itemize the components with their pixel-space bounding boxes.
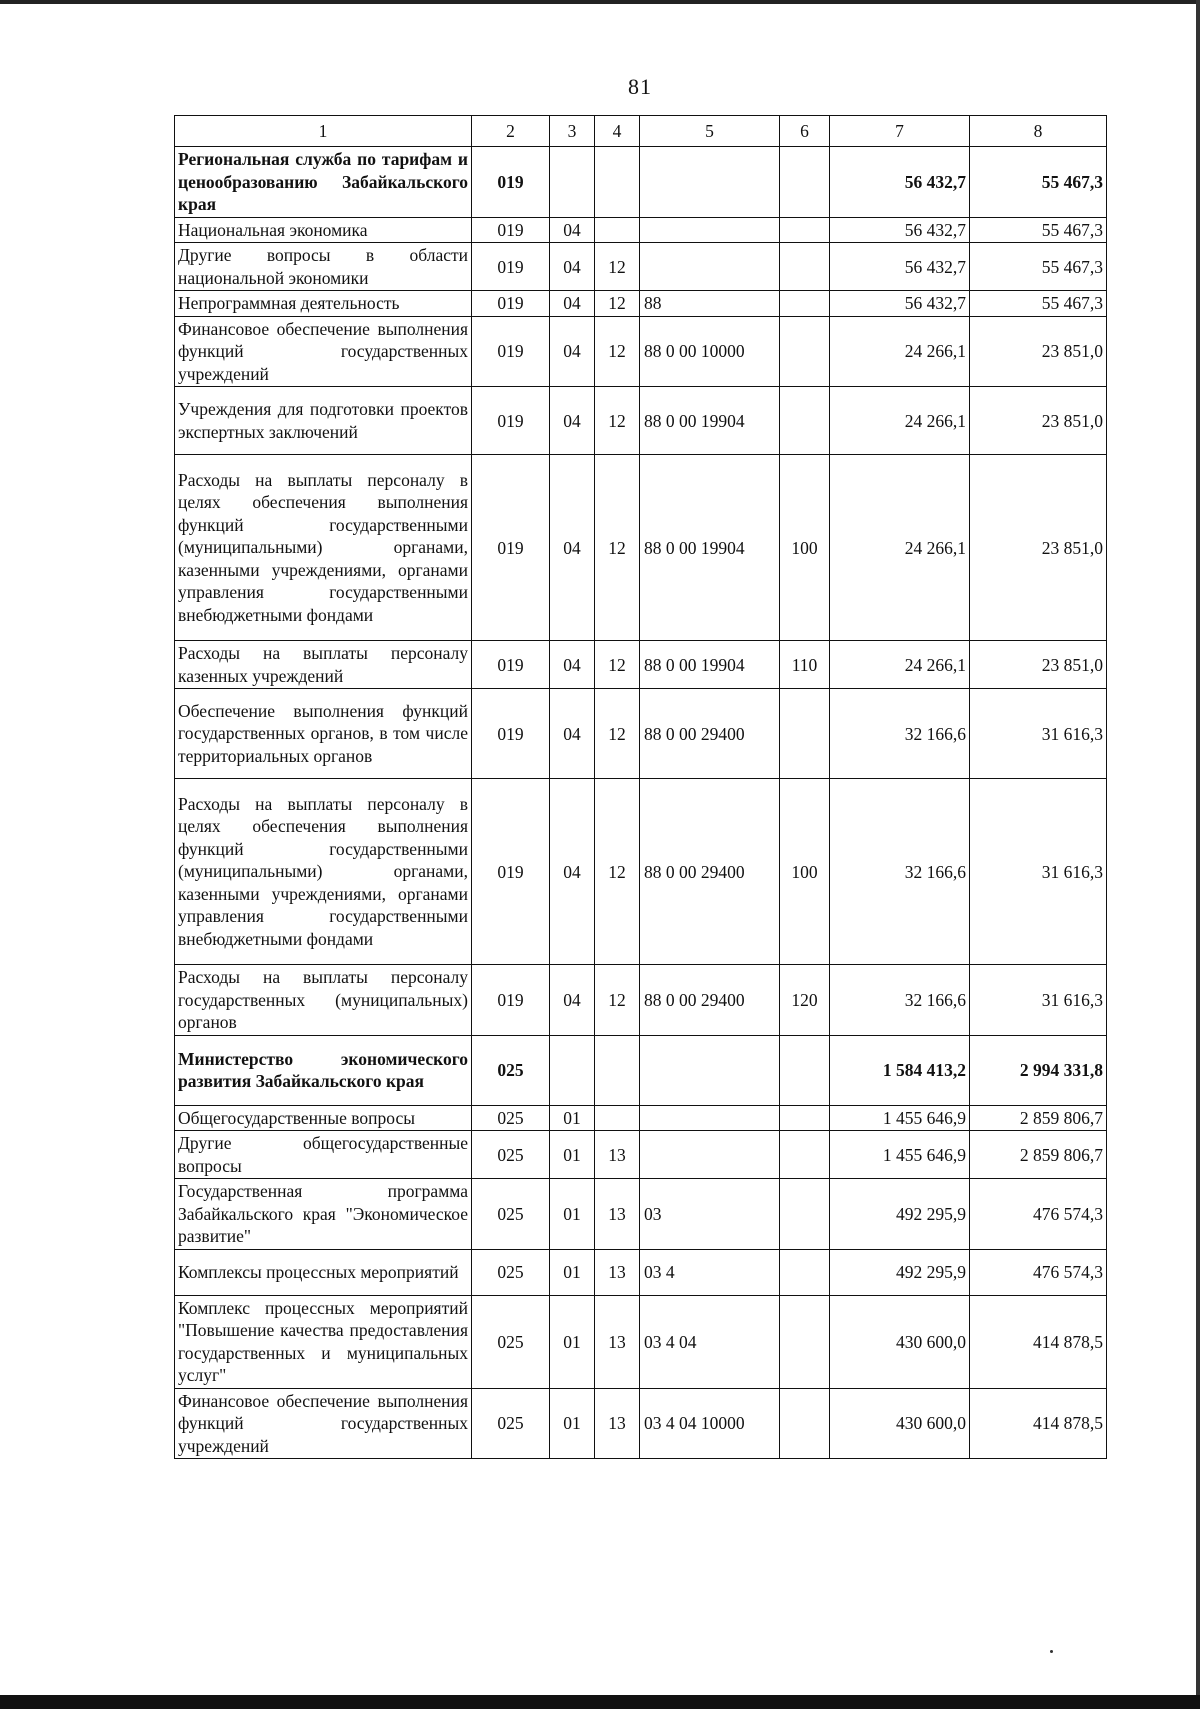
col-2-cell: 019 (472, 689, 550, 779)
col-6-cell (780, 1295, 830, 1388)
col-8-cell: 55 467,3 (970, 147, 1107, 218)
col-8-cell: 414 878,5 (970, 1295, 1107, 1388)
col-3-cell: 01 (550, 1388, 595, 1459)
col-2-cell: 019 (472, 641, 550, 689)
col-3-cell: 04 (550, 217, 595, 243)
col-3-cell: 04 (550, 316, 595, 387)
col-3-cell: 04 (550, 455, 595, 641)
col-8-cell: 476 574,3 (970, 1249, 1107, 1295)
name-cell: Министерство экономического развития Забайкальского края (175, 1035, 472, 1105)
col-6-cell: 100 (780, 455, 830, 641)
col-6-cell (780, 316, 830, 387)
col-8-cell: 476 574,3 (970, 1179, 1107, 1250)
col-2-cell: 025 (472, 1035, 550, 1105)
name-cell: Региональная служба по тарифам и ценообразованию Забайкальского края (175, 147, 472, 218)
col-7-cell: 24 266,1 (830, 316, 970, 387)
table-row (175, 147, 1107, 218)
col-6-cell: 100 (780, 779, 830, 965)
col-4-cell: 13 (595, 1295, 640, 1388)
col-8-cell: 23 851,0 (970, 641, 1107, 689)
col-4-cell: 12 (595, 641, 640, 689)
col-5-cell: 88 0 00 19904 (640, 387, 780, 455)
name-cell: Учреждения для подготовки проектов экспертных заключений (175, 387, 472, 455)
col-5-cell: 88 0 00 29400 (640, 965, 780, 1036)
col-6-cell (780, 1035, 830, 1105)
col-6-cell: 120 (780, 965, 830, 1036)
col-6-cell: 110 (780, 641, 830, 689)
col-5-cell (640, 1105, 780, 1131)
col-5-cell (640, 1131, 780, 1179)
col-8-cell: 2 859 806,7 (970, 1105, 1107, 1131)
col-8-cell: 31 616,3 (970, 779, 1107, 965)
col-6-cell (780, 1105, 830, 1131)
col-6-cell (780, 147, 830, 218)
col-4-cell: 12 (595, 689, 640, 779)
col-8-cell: 23 851,0 (970, 316, 1107, 387)
table-row (175, 291, 1107, 317)
col-7-cell: 430 600,0 (830, 1295, 970, 1388)
col-2-cell: 019 (472, 217, 550, 243)
col-3-cell: 04 (550, 243, 595, 291)
col-6-cell (780, 291, 830, 317)
col-4-cell: 12 (595, 387, 640, 455)
col-5-cell: 88 0 00 19904 (640, 455, 780, 641)
col-2-cell: 019 (472, 291, 550, 317)
name-cell: Расходы на выплаты персоналу в целях обеспечения выполнения функций государственными (муниципальными) органами, казенными учреждениями, органами управления государственными внебюджетными фондами (175, 779, 472, 965)
col-7-cell: 430 600,0 (830, 1388, 970, 1459)
col-3-cell: 01 (550, 1131, 595, 1179)
col-4-cell (595, 1105, 640, 1131)
page-number: 81 (628, 74, 652, 99)
col-8-cell: 2 859 806,7 (970, 1131, 1107, 1179)
table-row (175, 316, 1107, 387)
col-3-cell (550, 147, 595, 218)
name-cell: Общегосударственные вопросы (175, 1105, 472, 1131)
col-5-cell: 88 0 00 29400 (640, 779, 780, 965)
col-7-cell: 1 455 646,9 (830, 1105, 970, 1131)
col-5-cell: 03 4 04 10000 (640, 1388, 780, 1459)
col-4-cell: 12 (595, 455, 640, 641)
col-2-cell: 019 (472, 965, 550, 1036)
name-cell: Финансовое обеспечение выполнения функций государственных учреждений (175, 1388, 472, 1459)
table-row (175, 217, 1107, 243)
name-cell: Обеспечение выполнения функций государственных органов, в том числе территориальных органов (175, 689, 472, 779)
col-6-cell (780, 217, 830, 243)
col-4-cell (595, 1035, 640, 1105)
col-5-cell: 88 0 00 29400 (640, 689, 780, 779)
col-3-cell: 04 (550, 641, 595, 689)
col-5-cell: 03 (640, 1179, 780, 1250)
header-cell-8: 8 (970, 116, 1107, 147)
col-4-cell: 12 (595, 243, 640, 291)
name-cell: Расходы на выплаты персоналу в целях обеспечения выполнения функций государственными (муниципальными) органами, казенными учреждениями, органами управления государственными внебюджетными фондами (175, 455, 472, 641)
col-3-cell: 04 (550, 779, 595, 965)
name-cell: Финансовое обеспечение выполнения функций государственных учреждений (175, 316, 472, 387)
col-7-cell: 24 266,1 (830, 455, 970, 641)
col-8-cell: 414 878,5 (970, 1388, 1107, 1459)
col-6-cell (780, 1131, 830, 1179)
col-4-cell: 12 (595, 291, 640, 317)
col-2-cell: 025 (472, 1249, 550, 1295)
table-row (175, 689, 1107, 779)
col-8-cell: 23 851,0 (970, 455, 1107, 641)
col-3-cell: 01 (550, 1249, 595, 1295)
col-2-cell: 025 (472, 1388, 550, 1459)
col-4-cell: 13 (595, 1249, 640, 1295)
col-2-cell: 019 (472, 387, 550, 455)
col-3-cell (550, 1035, 595, 1105)
name-cell: Государственная программа Забайкальского края "Экономическое развитие" (175, 1179, 472, 1250)
table-row (175, 965, 1107, 1036)
col-2-cell: 019 (472, 316, 550, 387)
col-8-cell: 55 467,3 (970, 291, 1107, 317)
col-5-cell: 88 0 00 10000 (640, 316, 780, 387)
col-7-cell: 24 266,1 (830, 641, 970, 689)
table-row (175, 1179, 1107, 1250)
col-4-cell: 13 (595, 1388, 640, 1459)
header-cell-5: 5 (640, 116, 780, 147)
col-6-cell (780, 1249, 830, 1295)
col-6-cell (780, 243, 830, 291)
name-cell: Комплекс процессных мероприятий "Повышение качества предоставления государственных и муниципальных услуг" (175, 1295, 472, 1388)
header-cell-1: 1 (175, 116, 472, 147)
col-4-cell: 12 (595, 316, 640, 387)
col-7-cell: 32 166,6 (830, 965, 970, 1036)
scan-speck (1050, 1650, 1053, 1653)
table-row (175, 779, 1107, 965)
col-6-cell (780, 1388, 830, 1459)
col-3-cell: 01 (550, 1295, 595, 1388)
header-cell-7: 7 (830, 116, 970, 147)
col-3-cell: 04 (550, 291, 595, 317)
name-cell: Расходы на выплаты персоналу казенных учреждений (175, 641, 472, 689)
col-7-cell: 32 166,6 (830, 779, 970, 965)
table-row (175, 1035, 1107, 1105)
budget-table (174, 115, 1107, 1459)
col-4-cell: 12 (595, 965, 640, 1036)
header-cell-2: 2 (472, 116, 550, 147)
col-5-cell (640, 1035, 780, 1105)
col-2-cell: 019 (472, 147, 550, 218)
name-cell: Расходы на выплаты персоналу государственных (муниципальных) органов (175, 965, 472, 1036)
header-row (175, 116, 1107, 147)
col-3-cell: 04 (550, 689, 595, 779)
col-7-cell: 1 584 413,2 (830, 1035, 970, 1105)
header-cell-3: 3 (550, 116, 595, 147)
col-6-cell (780, 1179, 830, 1250)
col-7-cell: 56 432,7 (830, 243, 970, 291)
col-2-cell: 025 (472, 1105, 550, 1131)
col-5-cell (640, 147, 780, 218)
col-5-cell: 03 4 04 (640, 1295, 780, 1388)
header-cell-6: 6 (780, 116, 830, 147)
col-2-cell: 025 (472, 1295, 550, 1388)
col-3-cell: 01 (550, 1105, 595, 1131)
col-7-cell: 1 455 646,9 (830, 1131, 970, 1179)
table-row (175, 243, 1107, 291)
col-8-cell: 55 467,3 (970, 243, 1107, 291)
name-cell: Комплексы процессных мероприятий (175, 1249, 472, 1295)
scan-border-bottom (0, 1695, 1200, 1709)
col-7-cell: 56 432,7 (830, 217, 970, 243)
col-7-cell: 492 295,9 (830, 1179, 970, 1250)
col-5-cell: 03 4 (640, 1249, 780, 1295)
table-row (175, 1131, 1107, 1179)
col-2-cell: 025 (472, 1131, 550, 1179)
table-row (175, 455, 1107, 641)
col-4-cell: 13 (595, 1131, 640, 1179)
header-cell-4: 4 (595, 116, 640, 147)
col-8-cell: 2 994 331,8 (970, 1035, 1107, 1105)
col-2-cell: 019 (472, 243, 550, 291)
name-cell: Другие общегосударственные вопросы (175, 1131, 472, 1179)
name-cell: Национальная экономика (175, 217, 472, 243)
col-6-cell (780, 387, 830, 455)
col-7-cell: 492 295,9 (830, 1249, 970, 1295)
col-7-cell: 56 432,7 (830, 291, 970, 317)
col-5-cell: 88 0 00 19904 (640, 641, 780, 689)
table-row (175, 641, 1107, 689)
table-row (175, 1249, 1107, 1295)
col-8-cell: 55 467,3 (970, 217, 1107, 243)
col-8-cell: 31 616,3 (970, 689, 1107, 779)
col-3-cell: 04 (550, 965, 595, 1036)
col-8-cell: 31 616,3 (970, 965, 1107, 1036)
col-4-cell (595, 217, 640, 243)
col-5-cell (640, 243, 780, 291)
table-row (175, 1295, 1107, 1388)
col-7-cell: 56 432,7 (830, 147, 970, 218)
col-5-cell: 88 (640, 291, 780, 317)
col-8-cell: 23 851,0 (970, 387, 1107, 455)
scan-border-right (1196, 0, 1200, 1709)
col-2-cell: 019 (472, 455, 550, 641)
table-row (175, 1105, 1107, 1131)
col-4-cell: 13 (595, 1179, 640, 1250)
table-row (175, 387, 1107, 455)
col-3-cell: 04 (550, 387, 595, 455)
col-5-cell (640, 217, 780, 243)
table-row (175, 1388, 1107, 1459)
col-3-cell: 01 (550, 1179, 595, 1250)
col-2-cell: 019 (472, 779, 550, 965)
scan-border-top (0, 0, 1200, 4)
name-cell: Другие вопросы в области национальной экономики (175, 243, 472, 291)
name-cell: Непрограммная деятельность (175, 291, 472, 317)
col-4-cell: 12 (595, 779, 640, 965)
col-6-cell (780, 689, 830, 779)
col-2-cell: 025 (472, 1179, 550, 1250)
col-7-cell: 24 266,1 (830, 387, 970, 455)
col-7-cell: 32 166,6 (830, 689, 970, 779)
col-4-cell (595, 147, 640, 218)
